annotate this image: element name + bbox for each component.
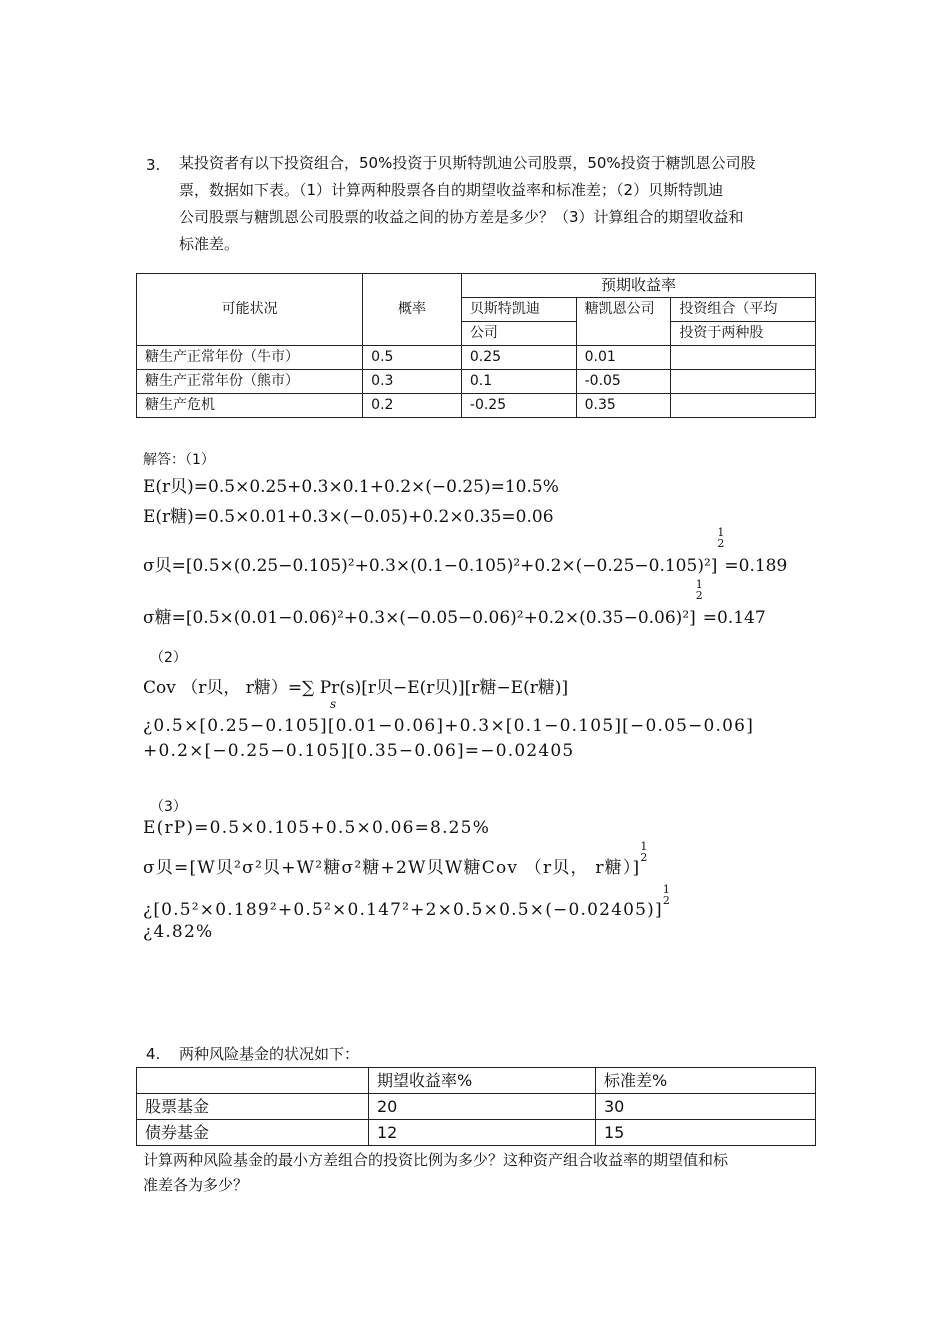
cell-prob: 0.5 bbox=[363, 346, 462, 370]
cell-situation: 糖生产正常年份（熊市） bbox=[137, 370, 363, 394]
question-4-line: 计算两种风险基金的最小方差组合的投资比例为多少？这种资产组合收益率的期望值和标 bbox=[143, 1151, 729, 1169]
fund-header-return: 期望收益率% bbox=[369, 1068, 596, 1094]
question-3-text bbox=[179, 150, 819, 258]
cell-a: 0.25 bbox=[461, 346, 576, 370]
exponent-numerator: 1 bbox=[695, 578, 703, 591]
question-4-line: 准差各为多少？ bbox=[143, 1176, 249, 1194]
cell-b: 0.35 bbox=[576, 394, 671, 418]
cell-c bbox=[671, 346, 816, 370]
eq-sigma-tangkaien-result: =0.147 bbox=[702, 608, 766, 628]
question-4-intro: 两种风险基金的状况如下： bbox=[179, 1045, 360, 1063]
cell-b: -0.05 bbox=[576, 370, 671, 394]
question-4-number: 4. bbox=[146, 1045, 161, 1063]
sum-index: s bbox=[330, 697, 337, 711]
half-exponent bbox=[663, 884, 671, 906]
scenario-table bbox=[136, 273, 816, 418]
eq-expected-tangkaien: E(r糖)=0.5×0.01+0.3×(−0.05)+0.2×0.35=0.06 bbox=[143, 507, 554, 527]
eq-portfolio-sigma-result: ¿4.82% bbox=[143, 922, 214, 942]
cell-prob: 0.3 bbox=[363, 370, 462, 394]
eq-portfolio-sigma-body: σ贝=[W贝²σ²贝+W²糖σ²糖+2W贝W糖Cov （r贝， r糖）] bbox=[143, 858, 641, 878]
header-portfolio-line2: 投资于两种股 bbox=[671, 322, 816, 346]
exponent-numerator: 1 bbox=[717, 526, 725, 539]
fund-return: 20 bbox=[369, 1094, 596, 1120]
exponent-numerator: 1 bbox=[640, 840, 649, 853]
half-exponent bbox=[717, 527, 724, 549]
fund-name: 股票基金 bbox=[137, 1094, 369, 1120]
header-expected-return: 预期收益率 bbox=[461, 274, 815, 298]
eq-portfolio-return: E(rP)=0.5×0.105+0.5×0.06=8.25% bbox=[143, 818, 491, 838]
table-row bbox=[137, 394, 816, 418]
cell-situation: 糖生产危机 bbox=[137, 394, 363, 418]
eq-covariance-definition: Cov （r贝， r糖）=∑ Pr(s)[r贝−E(r贝)][r糖−E(r糖)] bbox=[143, 678, 569, 698]
exponent-numerator: 1 bbox=[662, 883, 672, 896]
header-bestkaidi-line2: 公司 bbox=[461, 322, 576, 346]
eq-portfolio-sigma-calc-body: ¿[0.5²×0.189²+0.5²×0.147²+2×0.5×0.5×(−0.02405)] bbox=[143, 900, 663, 920]
cell-b: 0.01 bbox=[576, 346, 671, 370]
exponent-denominator: 2 bbox=[717, 537, 725, 550]
cell-prob: 0.2 bbox=[363, 394, 462, 418]
header-bestkaidi-line1: 贝斯特凯迪 bbox=[461, 298, 576, 322]
eq-portfolio-sigma-definition bbox=[143, 840, 649, 878]
question-3-number: 3. bbox=[146, 156, 161, 174]
table-row bbox=[137, 370, 816, 394]
fund-header-blank bbox=[137, 1068, 369, 1094]
fund-std: 15 bbox=[596, 1120, 816, 1146]
question-3-line: 票，数据如下表。（1）计算两种股票各自的期望收益率和标准差；（2）贝斯特凯迪 bbox=[179, 181, 724, 199]
eq-sigma-bestkaidi-result: =0.189 bbox=[724, 556, 788, 576]
exponent-denominator: 2 bbox=[640, 851, 649, 864]
header-tangkaien: 糖凯恩公司 bbox=[576, 298, 671, 346]
header-situation: 可能状况 bbox=[137, 274, 363, 346]
part-3-label: （3） bbox=[150, 799, 187, 815]
cell-a: -0.25 bbox=[461, 394, 576, 418]
part-2-label: （2） bbox=[150, 650, 187, 666]
answer-header: 解答：（1） bbox=[143, 452, 215, 468]
question-4-text bbox=[143, 1148, 823, 1198]
eq-sigma-tangkaien bbox=[143, 578, 766, 628]
fund-std: 30 bbox=[596, 1094, 816, 1120]
eq-covariance-line1: ¿0.5×[0.25−0.105][0.01−0.06]+0.3×[0.1−0.105][−0.05−0.06] bbox=[143, 716, 755, 736]
table-row bbox=[137, 1120, 816, 1146]
cell-a: 0.1 bbox=[461, 370, 576, 394]
fund-header-std: 标准差% bbox=[596, 1068, 816, 1094]
fund-return: 12 bbox=[369, 1120, 596, 1146]
eq-sigma-bestkaidi bbox=[143, 526, 788, 576]
header-portfolio-line1: 投资组合（平均 bbox=[671, 298, 816, 322]
exponent-denominator: 2 bbox=[695, 589, 703, 602]
eq-expected-bestkaidi: E(r贝)=0.5×0.25+0.3×0.1+0.2×(−0.25)=10.5% bbox=[143, 477, 559, 497]
eq-portfolio-sigma-calc bbox=[143, 883, 672, 922]
table-row bbox=[137, 1094, 816, 1120]
table-row bbox=[137, 346, 816, 370]
cell-situation: 糖生产正常年份（牛市） bbox=[137, 346, 363, 370]
half-exponent bbox=[640, 841, 648, 863]
cell-c bbox=[671, 370, 816, 394]
cell-c bbox=[671, 394, 816, 418]
fund-name: 债券基金 bbox=[137, 1120, 369, 1146]
eq-sigma-tangkaien-body: σ糖=[0.5×(0.01−0.06)²+0.3×(−0.05−0.06)²+0.2×(0.35−0.06)²] bbox=[143, 608, 696, 628]
fund-table bbox=[136, 1067, 816, 1146]
eq-covariance-line2: +0.2×[−0.25−0.105][0.35−0.06]=−0.02405 bbox=[143, 741, 575, 761]
eq-sigma-bestkaidi-body: σ贝=[0.5×(0.25−0.105)²+0.3×(0.1−0.105)²+0.2×(−0.25−0.105)²] bbox=[143, 556, 718, 576]
header-probability: 概率 bbox=[363, 274, 462, 346]
exponent-denominator: 2 bbox=[662, 894, 672, 907]
question-3-line: 标准差。 bbox=[179, 235, 240, 253]
question-3-line: 某投资者有以下投资组合，50%投资于贝斯特凯迪公司股票，50%投资于糖凯恩公司股 bbox=[179, 154, 756, 172]
question-3-line: 公司股票与糖凯恩公司股票的收益之间的协方差是多少？（3）计算组合的期望收益和 bbox=[179, 208, 744, 226]
half-exponent bbox=[696, 579, 703, 601]
